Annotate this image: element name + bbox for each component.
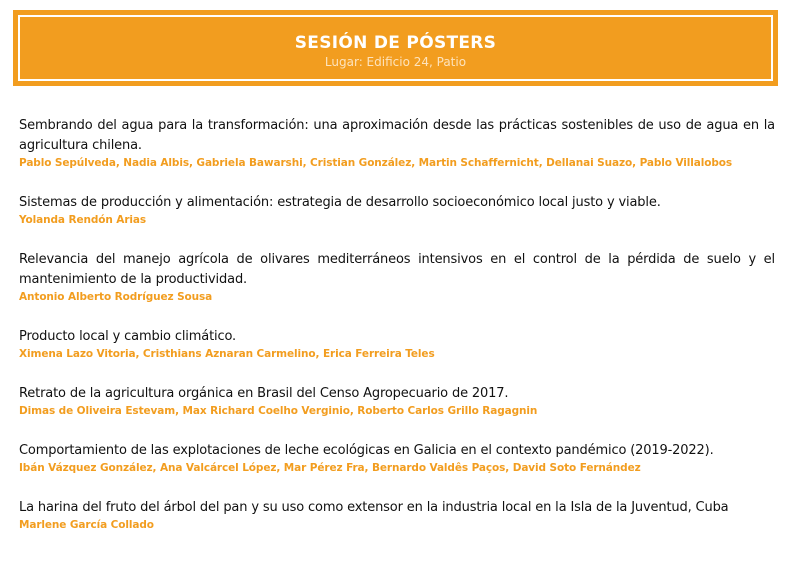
poster-authors: Ximena Lazo Vitoria, Cristhians Aznaran Carmelino, Erica Ferreira Teles bbox=[19, 348, 435, 360]
session-location: Lugar: Edificio 24, Patio bbox=[324, 55, 467, 69]
poster-authors: Marlene García Collado bbox=[19, 519, 154, 531]
poster-title: Relevancia del manejo agrícola de olivares mediterráneos intensivos en el control de la pérdida de suelo y el mantenimiento de la productividad. bbox=[19, 252, 775, 287]
poster-authors: Antonio Alberto Rodríguez Sousa bbox=[19, 291, 213, 303]
poster-title: Producto local y cambio climático. bbox=[19, 329, 237, 344]
poster-item bbox=[19, 327, 775, 361]
poster-list bbox=[19, 116, 775, 532]
poster-item bbox=[19, 193, 775, 227]
poster-authors: Pablo Sepúlveda, Nadia Albis, Gabriela Bawarshi, Cristian González, Martin Schaffernicht, Dellanai Suazo, Pablo Villalobos bbox=[19, 157, 733, 169]
poster-item bbox=[19, 384, 775, 418]
poster-item bbox=[19, 498, 775, 532]
poster-item bbox=[19, 250, 775, 304]
poster-authors: Dimas de Oliveira Estevam, Max Richard Coelho Verginio, Roberto Carlos Grillo Ragagnin bbox=[19, 405, 538, 417]
session-header-frame bbox=[18, 15, 773, 81]
poster-title: La harina del fruto del árbol del pan y su uso como extensor en la industria local en la Isla de la Juventud, Cuba bbox=[19, 500, 729, 515]
poster-authors: Yolanda Rendón Arias bbox=[19, 214, 147, 226]
session-title: SESIÓN DE PÓSTERS bbox=[294, 33, 497, 53]
poster-item bbox=[19, 116, 775, 170]
session-header bbox=[13, 10, 778, 86]
poster-title: Comportamiento de las explotaciones de leche ecológicas en Galicia en el contexto pandémico (2019-2022). bbox=[19, 443, 714, 458]
poster-title: Sistemas de producción y alimentación: estrategia de desarrollo socioeconómico local justo y viable. bbox=[19, 195, 661, 210]
poster-title: Retrato de la agricultura orgánica en Brasil del Censo Agropecuario de 2017. bbox=[19, 386, 509, 401]
poster-item bbox=[19, 441, 775, 475]
poster-authors: Ibán Vázquez González, Ana Valcárcel López, Mar Pérez Fra, Bernardo Valdês Paços, David Soto Fernández bbox=[19, 462, 641, 474]
poster-title: Sembrando del agua para la transformación: una aproximación desde las prácticas sostenibles de uso de agua en la agricultura chilena. bbox=[19, 118, 775, 153]
